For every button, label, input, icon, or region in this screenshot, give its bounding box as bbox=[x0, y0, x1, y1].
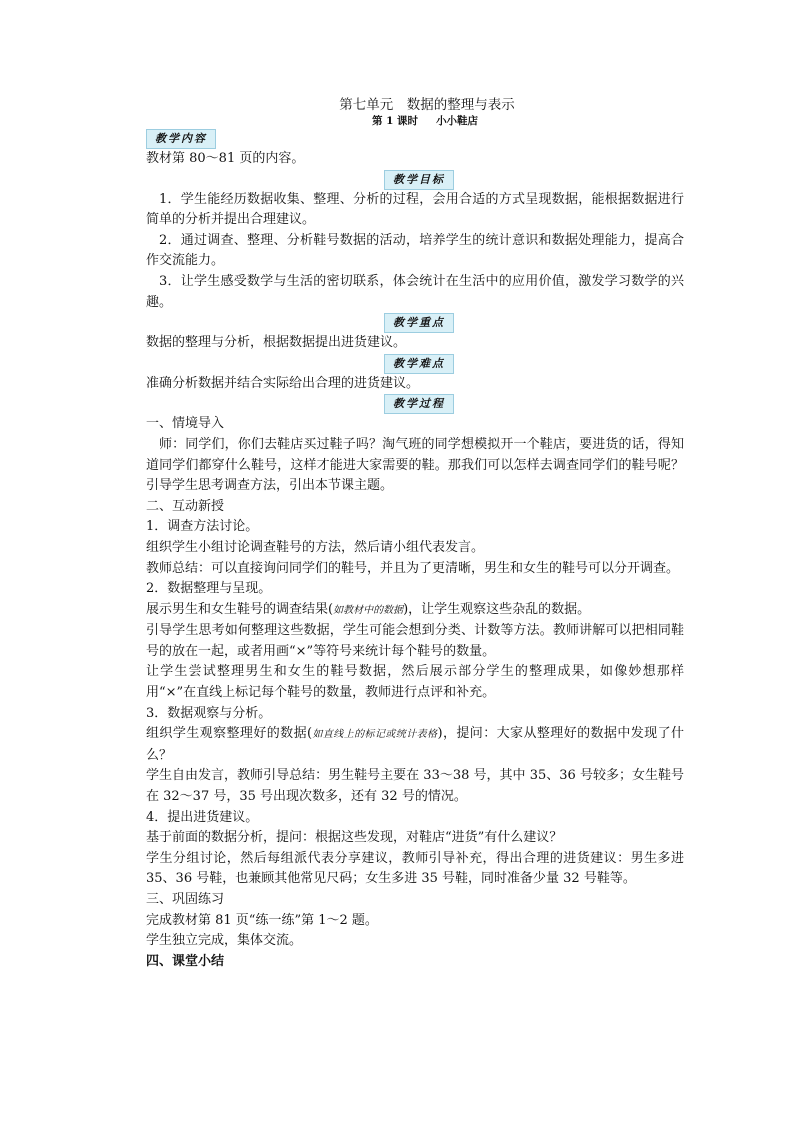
section-heading: 三、巩固练习 bbox=[146, 892, 225, 907]
difficulty-text: 准确分析数据并结合实际给出合理的进货建议。 bbox=[146, 375, 420, 391]
note-text: 如教材中的数据 bbox=[333, 604, 404, 616]
paragraph: 基于前面的数据分析，提问：根据这些发现，对鞋店“进货”有什么建议？ bbox=[146, 830, 563, 846]
unit-title: 第七单元 数据的整理与表示 bbox=[339, 97, 515, 113]
lesson-number: 第 1 课时 bbox=[371, 115, 419, 127]
content-text: 教材第 80～81 页的内容。 bbox=[146, 151, 305, 166]
paragraph: 学生自由发言，教师引导总结：男生鞋号主要在 33～38 号，其中 35、36 号较多；女生鞋号在 32～37 号，35 号出现次数多，还有 32 号的情况。 bbox=[146, 768, 684, 805]
subsection-heading: 3．数据观察与分析。 bbox=[146, 705, 272, 721]
text-run: 展示男生和女生鞋号的调查结果( bbox=[146, 601, 334, 617]
goal-item: 2．通过调查、整理、分析鞋号数据的活动，培养学生的统计意识和数据处理能力，提高合作交流能力。 bbox=[146, 232, 684, 269]
goal-item: 3．让学生感受数学与生活的密切联系，体会统计在生活中的应用价值，激发学习数学的兴趣。 bbox=[146, 273, 684, 310]
tag-teaching-key: 教学重点 bbox=[384, 313, 454, 333]
paragraph bbox=[146, 600, 684, 622]
key-text: 数据的整理与分析，根据数据提出进货建议。 bbox=[146, 335, 407, 351]
section-heading: 二、互动新授 bbox=[146, 498, 225, 514]
tag-teaching-difficulty: 教学难点 bbox=[384, 354, 454, 374]
text-run: 组织学生观察整理好的数据( bbox=[146, 726, 313, 742]
lesson-subtitle bbox=[146, 114, 684, 129]
paragraph: 完成教材第 81 页“练一练”第 1～2 题。 bbox=[146, 912, 378, 928]
text-run: )，让学生观察这些杂乱的数据。 bbox=[403, 601, 591, 617]
subsection-heading: 4．提出进货建议。 bbox=[146, 809, 259, 825]
document-page bbox=[146, 96, 684, 972]
paragraph: 学生分组讨论，然后每组派代表分享建议，教师引导补充，得出合理的进货建议：男生多进 35、36 号鞋，也兼顾其他常见尺码；女生多进 35 号鞋，同时准备少量 32 号鞋等。 bbox=[146, 850, 684, 887]
tag-teaching-goals: 教学目标 bbox=[384, 170, 454, 190]
tag-teaching-process: 教学过程 bbox=[384, 394, 454, 414]
paragraph: 师：同学们，你们去鞋店买过鞋子吗？淘气班的同学想模拟开一个鞋店，要进货的话，得知道同学们都穿什么鞋号，这样才能进大家需要的鞋。那我们可以怎样去调查同学们的鞋号呢？ 引导学生思考调查方法，引出本节课主题。 bbox=[146, 436, 684, 494]
paragraph: 组织学生小组讨论调查鞋号的方法，然后请小组代表发言。 bbox=[146, 539, 485, 555]
section-heading: 一、情境导入 bbox=[146, 416, 225, 432]
section-heading: 四、课堂小结 bbox=[146, 953, 225, 969]
paragraph bbox=[146, 724, 684, 766]
subsection-heading: 1．调查方法讨论。 bbox=[146, 519, 259, 535]
paragraph: 教师总结：可以直接询问同学们的鞋号，并且为了更清晰，男生和女生的鞋号可以分开调查。 bbox=[146, 560, 680, 576]
tag-teaching-content: 教学内容 bbox=[146, 129, 216, 149]
note-text: 如直线上的标记或统计表格 bbox=[312, 729, 438, 741]
text-run: )，提问：大家从整理好的数据中发现了什么？ bbox=[146, 726, 685, 763]
paragraph: 学生独立完成，集体交流。 bbox=[146, 933, 303, 949]
paragraph: 引导学生思考如何整理这些数据，学生可能会想到分类、计数等方法。教师讲解可以把相同鞋号的放在一起，或者用画“×”等符号来统计每个鞋号的数量。 bbox=[146, 623, 684, 659]
goal-item: 1．学生能经历数据收集、整理、分析的过程，会用合适的方式呈现数据，能根据数据进行简单的分析并提出合理建议。 bbox=[146, 191, 684, 228]
subsection-heading: 2．数据整理与呈现。 bbox=[146, 581, 272, 597]
lesson-name: 小小鞋店 bbox=[436, 115, 479, 127]
paragraph: 让学生尝试整理男生和女生的鞋号数据，然后展示部分学生的整理成果，如像妙想那样用“×”在直线上标记每个鞋号的数量，教师进行点评和补充。 bbox=[146, 664, 684, 701]
